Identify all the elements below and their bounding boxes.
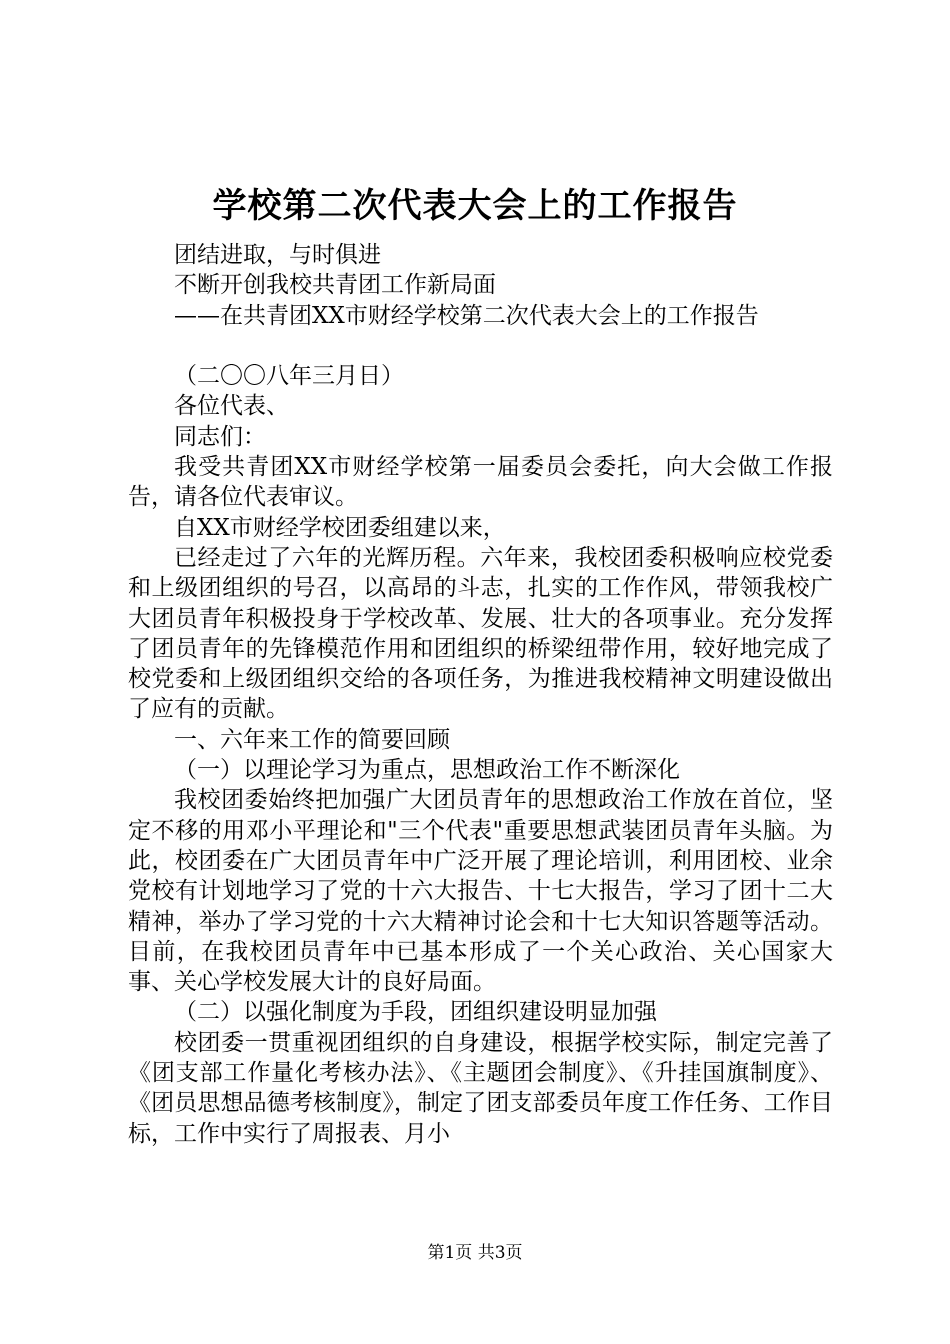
body-paragraph: 校团委一贯重视团组织的自身建设，根据学校实际，制定完善了《团支部工作量化考核办法》、《主题团会制度》、《升挂国旗制度》、《团员思想品德考核制度》，制定了团支部委员年度工作任务、工作目标，工作中实行了周报表、月小 (128, 1029, 833, 1147)
body-paragraph: 已经走过了六年的光辉历程。六年来，我校团委积极响应校党委和上级团组织的号召，以高昂的斗志，扎实的工作作风，带领我校广大团员青年积极投身于学校改革、发展、壮大的各项事业。充分发挥了团员青年的先锋模范作用和团组织的桥梁纽带作用，较好地完成了校党委和上级团组织交给的各项任务，为推进我校精神文明建设做出了应有的贡献。 (128, 544, 833, 723)
document-title: 学校第二次代表大会上的工作报告 (212, 186, 738, 226)
page-footer: 第1页 共3页 (427, 1243, 523, 1263)
section-heading: 一、六年来工作的简要回顾 (174, 726, 450, 753)
subsection-heading: （一）以理论学习为重点，思想政治工作不断深化 (174, 757, 680, 784)
body-paragraph: 我校团委始终把加强广大团员青年的思想政治工作放在首位，坚定不移的用邓小平理论和"三个代表"重要思想武装团员青年头脑。为此，校团委在广大团员青年中广泛开展了理论培训，利用团校、业余党校有计划地学习了党的十六大报告、十七大报告，学习了团十二大精神，举办了学习党的十六大精神讨论会和十七大知识答题等活动。目前，在我校团员青年中已基本形成了一个关心政治、关心国家大事、关心学校发展大计的良好局面。 (128, 787, 833, 996)
salutation-line: 同志们： (174, 423, 266, 450)
blank-line (128, 331, 833, 361)
subsection-heading: （二）以强化制度为手段，团组织建设明显加强 (174, 999, 657, 1026)
subtitle-line: 不断开创我校共青团工作新局面 (174, 272, 496, 299)
subtitle-line: ——在共青团XX市财经学校第二次代表大会上的工作报告 (174, 302, 759, 329)
salutation-line: 各位代表、 (174, 393, 289, 420)
body-paragraph: 自XX市财经学校团委组建以来， (174, 514, 506, 541)
date-line: （二〇〇八年三月日） (174, 363, 404, 390)
subtitle-line: 团结进取，与时俱进 (174, 242, 381, 268)
body-paragraph: 我受共青团XX市财经学校第一届委员会委托，向大会做工作报告，请各位代表审议。 (128, 454, 833, 511)
document-body (128, 240, 833, 1149)
